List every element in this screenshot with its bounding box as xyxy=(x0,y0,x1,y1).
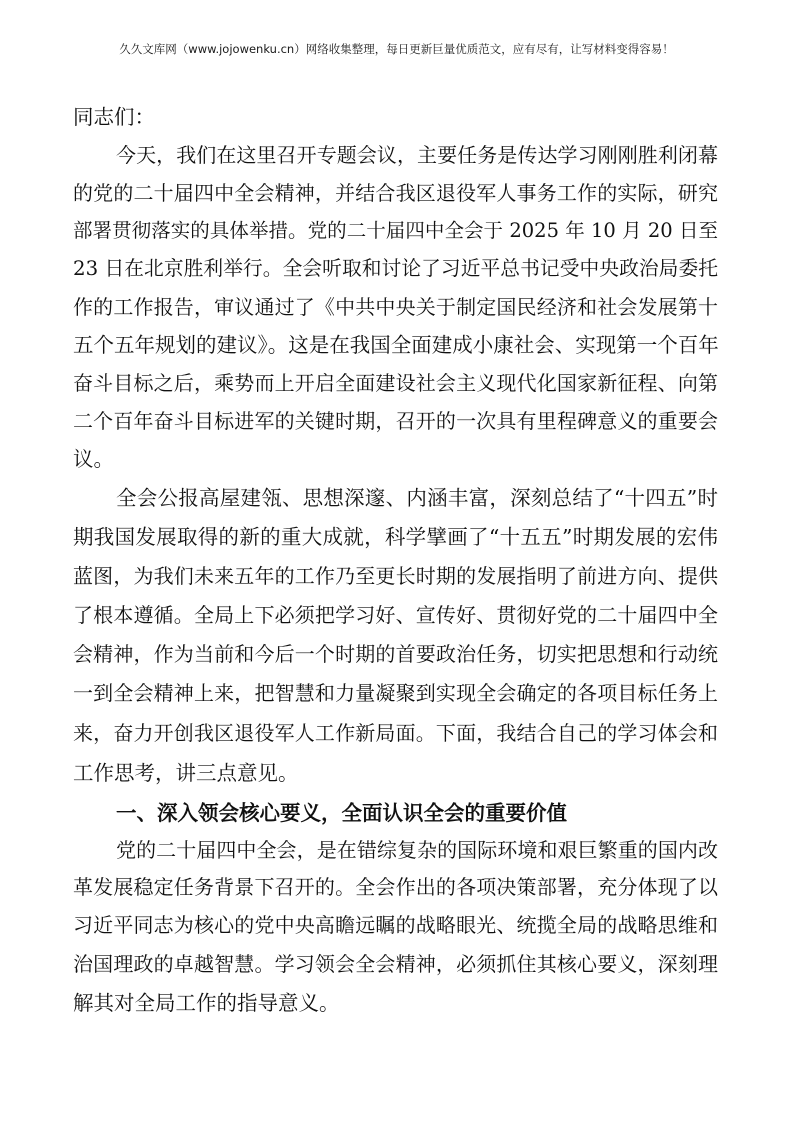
page-header-watermark: 久久文库网（www.jojowenku.cn）网络收集整理，每日更新巨量优质范文，应有尽有，让写材料变得容易！ xyxy=(119,42,674,56)
paragraph-line: 解其对全局工作的指导意义。 xyxy=(73,991,340,1015)
paragraph-line: 一到全会精神上来，把智慧和力量凝聚到实现全会确定的各项目标任务上 xyxy=(73,681,718,705)
paragraph-line: 会精神，作为当前和今后一个时期的首要政治任务，切实把思想和行动统 xyxy=(73,642,718,666)
paragraph-line: 全会公报高屋建瓴、思想深邃、内涵丰富，深刻总结了“十四五”时 xyxy=(116,486,718,510)
paragraph-line: 今天，我们在这里召开专题会议，主要任务是传达学习刚刚胜利闭幕 xyxy=(116,143,718,167)
section-heading: 一、深入领会核心要义，全面认识全会的重要价值 xyxy=(116,801,567,825)
paragraph-line: 来，奋力开创我区退役军人工作新局面。下面，我结合自己的学习体会和 xyxy=(73,721,718,745)
paragraph-line: 议。 xyxy=(73,447,114,471)
paragraph-line: 23 日在北京胜利举行。全会听取和讨论了习近平总书记受中央政治局委托 xyxy=(73,257,718,280)
paragraph-line: 蓝图，为我们未来五年的工作乃至更长时期的发展指明了前进方向、提供 xyxy=(73,564,718,588)
salutation: 同志们： xyxy=(73,105,155,129)
paragraph-line: 革发展稳定任务背景下召开的。全会作出的各项决策部署，充分体现了以 xyxy=(73,875,718,899)
paragraph-line: 作的工作报告，审议通过了《中共中央关于制定国民经济和社会发展第十 xyxy=(73,295,718,319)
paragraph-line: 五个五年规划的建议》。这是在我国全面建成小康社会、实现第一个百年 xyxy=(73,333,719,357)
paragraph-line: 工作思考，讲三点意见。 xyxy=(73,761,299,785)
paragraph-line: 奋斗目标之后，乘势而上开启全面建设社会主义现代化国家新征程、向第 xyxy=(73,371,718,395)
paragraph-line: 治国理政的卓越智慧。学习领会全会精神，必须抓住其核心要义，深刻理 xyxy=(73,952,718,976)
paragraph-line: 了根本遵循。全局上下必须把学习好、宣传好、贯彻好党的二十届四中全 xyxy=(73,603,718,627)
paragraph-line: 二个百年奋斗目标进军的关键时期，召开的一次具有里程碑意义的重要会 xyxy=(73,409,718,433)
paragraph-line: 的党的二十届四中全会精神，并结合我区退役军人事务工作的实际，研究 xyxy=(73,181,718,205)
paragraph-line: 习近平同志为核心的党中央高瞻远瞩的战略眼光、统揽全局的战略思维和 xyxy=(73,913,718,937)
paragraph-line: 期我国发展取得的新的重大成就，科学擘画了“十五五”时期发展的宏伟 xyxy=(73,525,718,549)
paragraph-line: 部署贯彻落实的具体举措。党的二十届四中全会于 2025 年 10 月 20 日至 xyxy=(73,219,718,242)
paragraph-line: 党的二十届四中全会，是在错综复杂的国际环境和艰巨繁重的国内改 xyxy=(116,838,718,862)
